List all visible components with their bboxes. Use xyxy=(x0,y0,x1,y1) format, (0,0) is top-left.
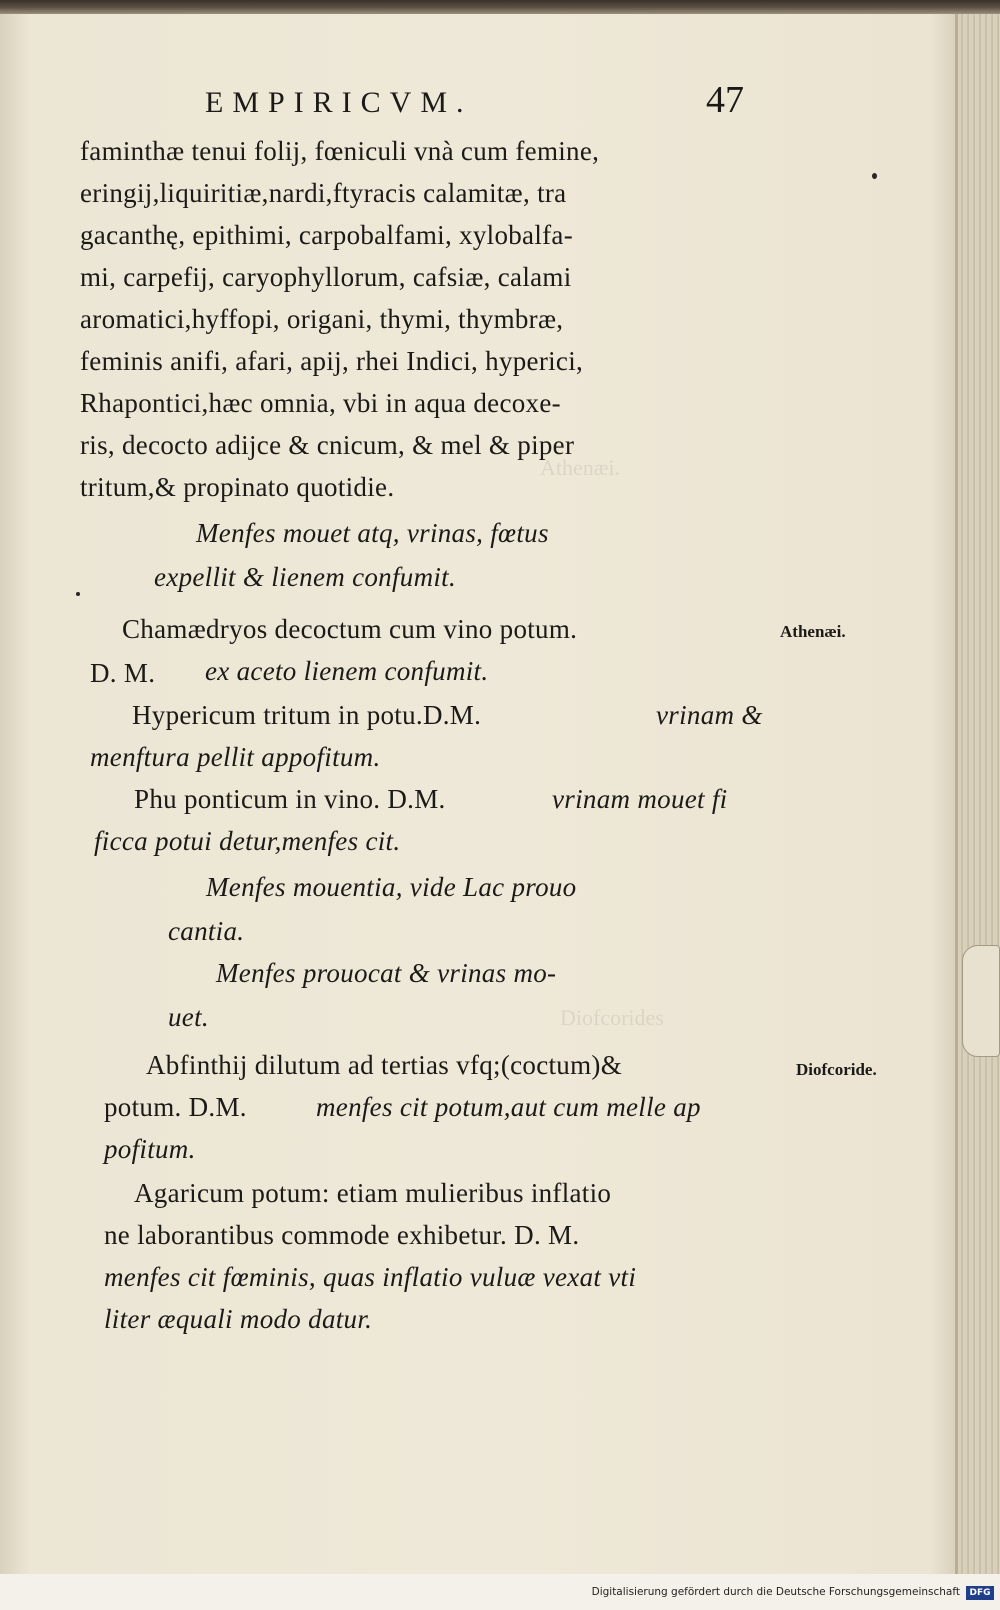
entry-line: vrinam & xyxy=(656,700,763,730)
entry-line: uet. xyxy=(168,1002,209,1032)
margin-note: Athenæi. xyxy=(780,622,846,641)
entry-line: D. M. xyxy=(90,658,156,688)
entry-line: potum. D.M. xyxy=(104,1092,247,1122)
margin-note: Diofcoride. xyxy=(796,1060,877,1079)
dfg-logo: DFG xyxy=(966,1586,994,1600)
entry-line: menfes cit fœminis, quas inflatio vuluæ vexat vti xyxy=(104,1262,637,1292)
body-line: tritum,& propinato quotidie. xyxy=(80,472,395,502)
section-heading-line: expellit & lienem confumit. xyxy=(154,562,457,592)
show-through: Diofcorides xyxy=(560,1005,664,1030)
entry-line: cantia. xyxy=(168,916,245,946)
section-heading-line: Menfes mouet atq, vrinas, fœtus xyxy=(196,518,549,548)
entry-line: vrinam mouet fi xyxy=(552,784,728,814)
entry-line: ne laborantibus commode exhibetur. D. M. xyxy=(104,1220,580,1250)
page-number: 47 xyxy=(706,79,744,121)
show-through: Athenæi. xyxy=(540,455,621,480)
digitization-footer xyxy=(0,1574,1000,1610)
entry-line: Abfinthij dilutum ad tertias vfq;(coctum)& xyxy=(146,1050,623,1080)
entry-line: Hypericum tritum in potu.D.M. xyxy=(132,700,482,730)
binding-edge xyxy=(0,0,1000,14)
entry-line: ex aceto lienem confumit. xyxy=(205,656,489,686)
entry-line: pofitum. xyxy=(104,1134,196,1164)
entry-line: Menfes prouocat & vrinas mo- xyxy=(216,958,557,988)
footer-credit: Digitalisierung gefördert durch die Deutsche Forschungsgemeinschaft xyxy=(591,1586,960,1598)
body-line: feminis anifi, afari, apij, rhei Indici, hyperici, xyxy=(80,346,584,376)
ink-speck xyxy=(872,173,877,179)
body-line: aromatici,hyffopi, origani, thymi, thymbræ, xyxy=(80,304,564,334)
entry-line: Agaricum potum: etiam mulieribus inflatio xyxy=(134,1178,612,1208)
body-line: faminthæ tenui folij, fœniculi vnà cum femine, xyxy=(80,136,600,166)
entry-line: menfes cit potum,aut cum melle ap xyxy=(316,1092,701,1122)
entry-line: menftura pellit appofitum. xyxy=(90,742,381,772)
body-line: ris, decocto adijce & cnicum, & mel & piper xyxy=(80,430,575,460)
entry-line: liter æquali modo datur. xyxy=(104,1304,373,1334)
body-line: mi, carpefij, caryophyllorum, cafsiæ, calami xyxy=(80,262,572,292)
entry-line: ficca potui detur,menfes cit. xyxy=(94,826,401,856)
entry-line: Menfes mouentia, vide Lac prouo xyxy=(206,872,577,902)
ink-speck xyxy=(76,592,80,596)
paper-tab xyxy=(962,945,1000,1057)
body-line: Rhapontici,hæc omnia, vbi in aqua decoxe- xyxy=(80,388,561,418)
body-line: eringij,liquiritiæ,nardi,ftyracis calamitæ, tra xyxy=(80,178,567,208)
entry-line: Phu ponticum in vino. D.M. xyxy=(134,784,446,814)
entry-line: Chamædryos decoctum cum vino potum. xyxy=(122,614,578,644)
running-title: EMPIRICVM. xyxy=(205,86,473,119)
page-leaves xyxy=(958,14,1000,1574)
body-line: gacanthę, epithimi, carpobalfami, xylobalfa- xyxy=(80,220,574,250)
